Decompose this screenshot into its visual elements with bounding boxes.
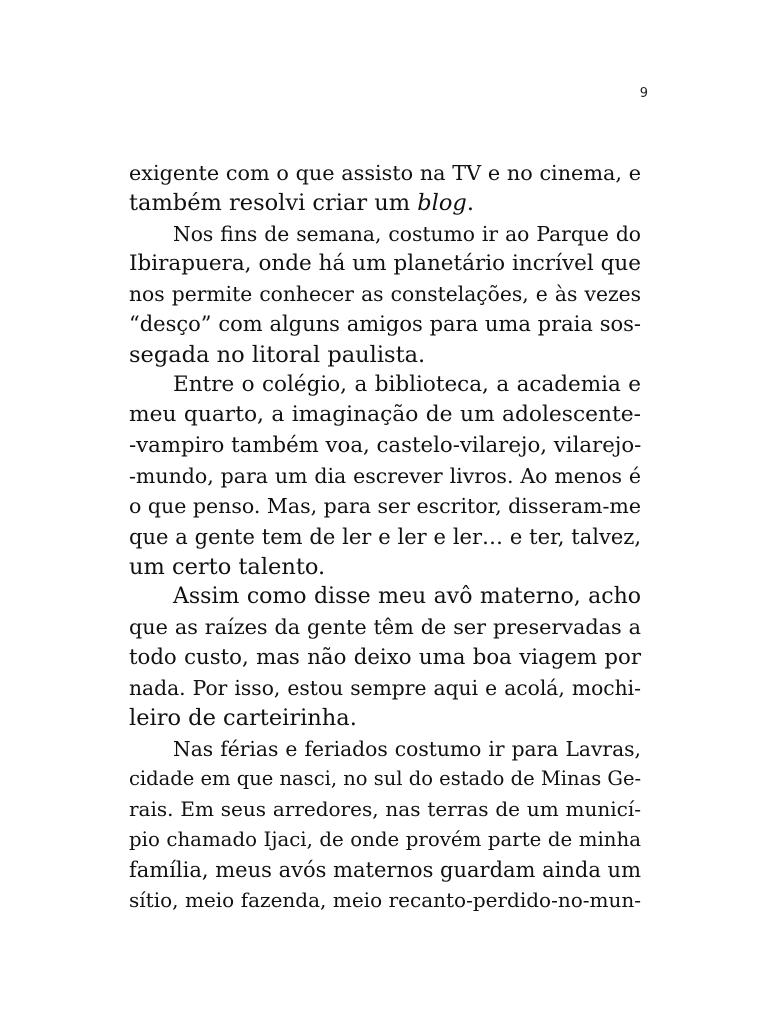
text-line: pio chamado Ijaci, de onde provém parte de minha bbox=[129, 827, 641, 851]
text-line: nos permite conhecer as constelações, e às vezes bbox=[129, 282, 641, 307]
text-line: -vampiro também voa, castelo-vilarejo, vilarejo- bbox=[129, 432, 642, 458]
page-number: 9 bbox=[639, 86, 648, 101]
text-line: exigente com o que assisto na TV e no cinema, e bbox=[129, 161, 641, 185]
text-line: segada no litoral paulista. bbox=[129, 341, 426, 368]
text-line: Nos fins de semana, costumo ir ao Parque do bbox=[173, 221, 641, 246]
text-line: família, meus avós maternos guardam ainda um bbox=[129, 857, 641, 882]
text-line: Ibirapuera, onde há um planetário incrível que bbox=[129, 250, 641, 276]
text-line: que a gente tem de ler e ler e ler… e ter, talvez, bbox=[129, 524, 641, 549]
text-line bbox=[129, 188, 641, 218]
text-line: meu quarto, a imaginação de um adolescente- bbox=[129, 402, 641, 428]
body-text bbox=[129, 158, 641, 915]
text-line: Entre o colégio, a biblioteca, a academia e bbox=[173, 372, 641, 398]
text-line: rais. Em seus arredores, nas terras de um municí- bbox=[129, 797, 641, 822]
text-line: o que penso. Mas, para ser escritor, disseram-me bbox=[129, 494, 641, 519]
text-line: sítio, meio fazenda, meio recanto-perdido-no-mun- bbox=[129, 888, 641, 913]
text-line: todo custo, mas não deixo uma boa viagem por bbox=[129, 644, 641, 670]
italic-word: blog bbox=[417, 190, 467, 217]
text-line: nada. Por isso, estou sempre aqui e acolá, mochi- bbox=[129, 676, 641, 701]
text-line: -mundo, para um dia escrever livros. Ao menos é bbox=[129, 463, 641, 488]
text-line: que as raízes da gente têm de ser preservadas a bbox=[129, 615, 641, 640]
text-line: um certo talento. bbox=[129, 553, 326, 580]
text-line: cidade em que nasci, no sul do estado de Minas Ge- bbox=[129, 766, 642, 790]
text-line: “desço” com alguns amigos para uma praia sos- bbox=[129, 312, 641, 337]
text-span: também resolvi criar um bbox=[129, 190, 418, 217]
text-line: Nas férias e feriados costumo ir para Lavras, bbox=[173, 736, 641, 761]
text-line: Assim como disse meu avô materno, acho bbox=[173, 584, 641, 610]
text-line: leiro de carteirinha. bbox=[129, 705, 357, 732]
text-span: . bbox=[466, 190, 474, 217]
